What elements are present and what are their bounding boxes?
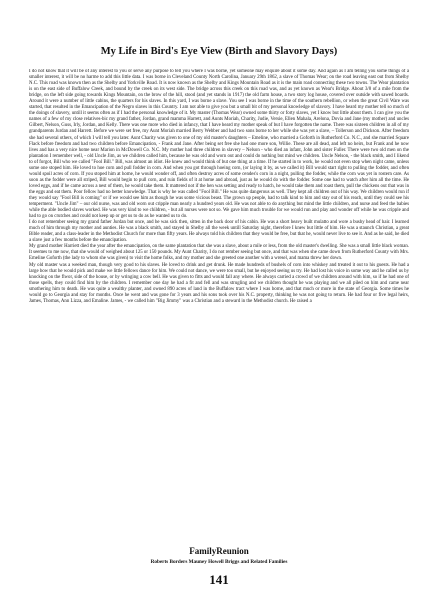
paragraph: I do not remember seeing my grand father Jurdan but once, and he was sick then, sitten in the back door of his cabin. He was a short heavy built mulatto and wore a bushy head of hair. I learned much of him through my mother and aunties. He was a black smith, and stayed in Shelby all the week untill Saturday night, therefore I knew but little of him. He was a staunch Christian, a great Bible reader, and a class-leader in the Methodist Church for more than fifty years. He always told his children that they would be free, but that he, would never live to see it. And as he said, he died a slave just a few months before the emancipation. — [29, 220, 409, 244]
paragraph: I do not know that it will be of any interest to you or serve any purpose to tell you where I was borne, yet someone may enquire about it some day. And again as I am telling you some things of a smaller interest, it will be no harme to add this little data. I was borne in Cleveland County North Carolina, January 29th 1862, a slave of Thomas Wear; on the road leaving east out from Shelby N.C. This road was known then as the Shelby and Yorkville Road. It is now known as the Shelby and Kings Mountain Road as it is the main road connecting these two towns. The Wear plantation is on the east side of Buffalow Creek, and bound by the creek on its west side. The bridge across this creek on this road was, and as yet known as Wear's Bridge. About 3/8 of a mile from the bridge, on the left side going towards Kings Mountain, on the brow of the hill, stood (and yet stands in 1917) the old farm house, a two story log house, covered over outside with sawed boards. Around it were a number of little cabins, the quarters for his slaves. In this yard, I was borne a slave. You see I was borne in the time of the southern rebellion, or when the great Civil Ware was started, that resulted in the Emancipation of the Negro slaves in this Country. I am not able to give you but a small bit of my personal knowledge of slavory. I have heard my mother tell so much of the doings of slavery, untill it seems often as if I had the personal knowledge of it. My master (Thomas Wear) owned some thirty or forty slaves, yet I know but little about them. I can give you the names of a few of my close relatives-bic my grand father, Jordan, grand mamma Harrett, and Aunts Moriah, Charity, Judie, Versie, Ellen Mahala, Arelona, Dovia and Jane (my mother) and uncles Gilbert, Nelson, Guss, Irly, Jordan, and Kelly. There was one more who died in infancy, that I have heard my mother speak of but I have forgotten the name. There was sixteen children in all of my grandparents Jurdan and Harrett. Before we were set free, my Aunt Moriah married Berry Webber and had two sons borne to her while she was yet a slave, – Tollerson and Dickson. After freedom she had several others, of which I will tell you later. Aunt Charity was given to one of my old master's daughters – Emeline, who married a Goforth in Rutherford Co. N.C., and she married Square Flack before freedom and had two children before Emancipation, - Frank and Jane. After being set free she had one more son, Willie. These are all dead, and left no heirs, but Frank and he now lives and has a very nice home near Marion in McDowell Co. N.C. My mother had three children in slavery – Nelson - who died an infant, John and sister Fuller. There were two old men on the plantation I remember well, - old Uncle Jim, as we children called him, because he was old and worn out and could do nothing but mind we children. Uncle Nelson, - the black smith, and I likend to of forgot, Bill who we called "Fool Bill." Bill, was almost an idiot. He knew and would think of but one thing at a time. If he started in to work, he would not even stop when night came, unless some one stoped him. He loved to hoe corn and pull fodder in corn. And when you got through hoeing corn, (or laying it by, as we called it) Bill would start right to pulling the fodder, and often would spoil acres of corn. If you stoped him at home, he would wonder off, and often destroy acres of some cendes's corn in a night, pulling the fodder, while the corn was yet in rostern care. As soon as the fodder were all striped, Bill would begin to pull corn, and ruin fields of it at home and abroad, just as he would do with the fodder. Some one had to watch after him all the time. He loved eggs, and if he came across a nest of them, he would take them. It mattered not if the hen was setting and ready to hatch, he would take them and roast them, pull the chickens out that was in the eggs and eat them. Poor fellow had no better knowledge. That is why he was called "Fool Bill." He was quite dangerous as well. They kept all children out of his way. We children would run if they would say "Fool Bill is coming" or if we would see him as though he was some vicious beast. The grown up people, had to talk kind to him and stay out of his reach, until they could see his temperment. "Uncle Jim" – our old nurse, was and old worn out cripple man nearly a hundred years old. He was not able to do anything but mind the little children, and nurse and feed the babies while the able bodied slaves worked. He was very kind to we children, - but all nurses were not so. We gave him much trouble for we would run and play and wonder off while he was cripple and had to go on crutches and could not keep up or get us to do as he wanted us to do. — [29, 69, 409, 220]
footer-brand: FamilyReunion — [189, 546, 249, 556]
page-title: My Life in Bird's Eye View (Birth and Slavory Days) — [100, 46, 338, 57]
paragraph: My old master was a weeked man, though very good to his slaves. He loved to drink and get drunk. He made hundreds of bushels of corn into whiskey and treated it out to his guests. He had a large bow that he would pick and make we little fellows dance for him. We could not dance, we were too small, but he enjoyed seeing us try. He had lost his voice in some way and he called us by knocking on the flwor, side of the house, or by wringing a cow bell. He was given to fitts and would fall any where. He always carried a crowd of we children around with him, so if he had one of those spells, they could find him by the children. I remember one day he had a fit and fell and was strugling and we children thought he was playing and we all piled on him and came near smothering him to death. He was quite a wealthy planter, and owned 890 acres of land in the Buffalow tract where I was borne, and that much or more in the state of Georgia. Some times he would go to Georgia and stay for months. Once he went and was gone for 3 years and his sons took over his N.C. property, thinking he was not going to return. He had four or five legal heirs, James, Thomas, Ann Lizza, and Emaline. James, - we called him "Big Jimmy" was a Christian and a steward in the Methodist church. He raised a — [29, 262, 409, 304]
footer-subtitle: Roberts Borders Mauney Howell Briggs and Related Families — [150, 559, 288, 565]
page-number: 141 — [209, 572, 229, 587]
body-text — [29, 69, 409, 544]
paragraph: My grand mother Harriett died the year after the emancipation, on the same plantation that she was a slave, about a mile or less, from the old master's dwelling. She was a small little black woman. It seemes to me now, that she would of weighed about 125 or 150 pounds. My Aunt Charity, I do not rember seeing but once, and that was when she came down from Rutherford County with Mrs. Emeline Goforth (the lady to whom she was given) to visit the home folks, and my mother and she greeted one another with a wresel, and mama threw her down. — [29, 244, 409, 262]
